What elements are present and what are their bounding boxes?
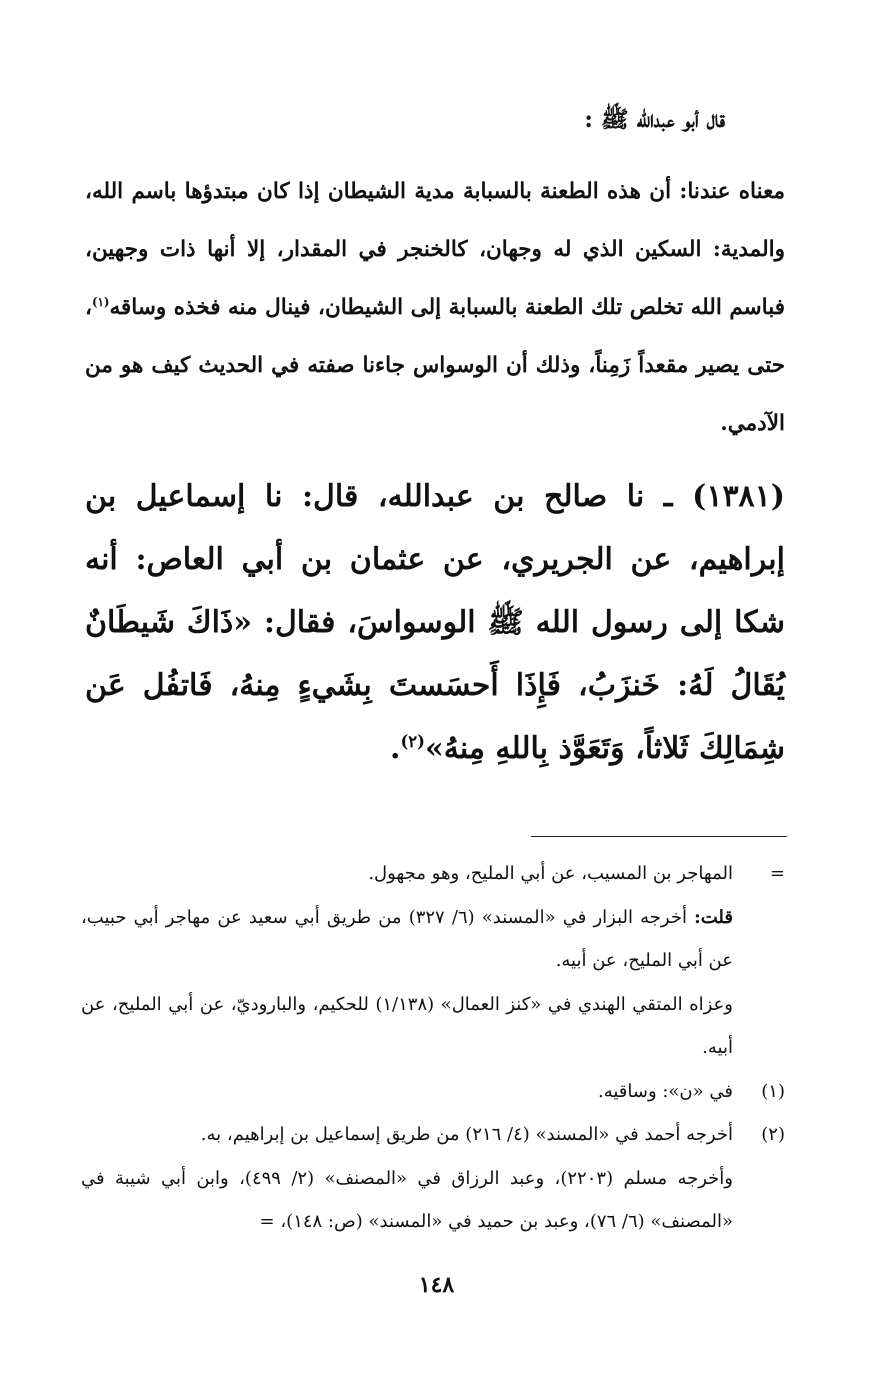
hadith-tail: . (390, 731, 401, 766)
footnote-2-marker: (٢) (761, 1124, 785, 1145)
footnote-1-text: في «ن»: وساقيه. (597, 1080, 733, 1102)
continuation-text: المهاجر بن المسيب، عن أبي المليح، وهو مجهول. (368, 863, 733, 884)
footnotes-block (81, 852, 785, 1244)
commentary-tail: ، حتى يصير مقعداً زَمِناً، وذلك أن الوسواس جاءنا صفته في الحديث كيف هو من الآدمي. (85, 295, 785, 436)
hadith-paragraph (85, 465, 785, 780)
hadith-text: ـ نا صالح بن عبدالله، قال: نا إسماعيل بن إبراهيم، عن الجريري، عن عثمان بن أبي العاص: أنه شكا إلى رسول الله ﷺ الوسواسَ، فقال: «ذَاكَ شَيطَانٌ يُقَالُ لَهُ: خَنزَبُ، فَإِذَا أَحسَستَ بِشَيءٍ مِنهُ، فَاتفُل عَن شِمَالِكَ ثَلاثاً، وَتَعَوَّذ بِاللهِ مِنهُ» (85, 479, 785, 766)
footnote-2-continuation: وأخرجه مسلم (٢٢٠٣)، وعبد الرزاق في «المصنف» (٢/ ٤٩٩)، وابن أبي شيبة في «المصنف» (٦/ ٧٦)، وعبد بن حميد في «المسند» (ص: ١٤٨)، = (81, 1167, 733, 1232)
footnote-note (81, 896, 785, 983)
hadith-number: (١٣٨١) (692, 479, 785, 514)
section-heading: قال أبو عبدالله ﷺ : (584, 106, 725, 133)
note2-text: وعزاه المتقي الهندي في «كنز العمال» (١/١٣٨) للحكيم، والباروديّ، عن أبي المليح، عن أبيه. (81, 993, 733, 1058)
footnote-ref-1: (١) (91, 294, 110, 309)
footnote-1 (81, 1070, 785, 1114)
continuation-marker: = (769, 863, 785, 884)
footnote-separator (531, 836, 787, 837)
footnote-ref-2: (٢) (400, 732, 425, 751)
footnote-2-text: أخرجه أحمد في «المسند» (٤/ ٢١٦) من طريق إسماعيل بن إبراهيم، به. (200, 1124, 733, 1145)
note-text: أخرجه البزار في «المسند» (٦/ ٣٢٧) من طريق أبي سعيد عن مهاجر أبي حبيب، عن أبي المليح، عن أبيه. (81, 906, 733, 971)
commentary-paragraph (85, 163, 785, 453)
footnote-1-marker: (١) (761, 1080, 785, 1102)
footnote-2 (81, 1113, 785, 1244)
footnote-note-2 (81, 983, 785, 1070)
note-label: قلت: (694, 906, 733, 928)
page-number: ١٤٨ (418, 1272, 455, 1298)
footnote-continuation (81, 852, 785, 896)
commentary-text: معناه عندنا: أن هذه الطعنة بالسبابة مدية الشيطان إذا كان مبتدؤها باسم الله، والمدية: السكين الذي له وجهان، كالخنجر في المقدار، إلا أنها ذات وجهين، فباسم الله تخلص تلك الطعنة بالسبابة إلى الشيطان، فينال منه فخذه وساقه (85, 179, 785, 320)
